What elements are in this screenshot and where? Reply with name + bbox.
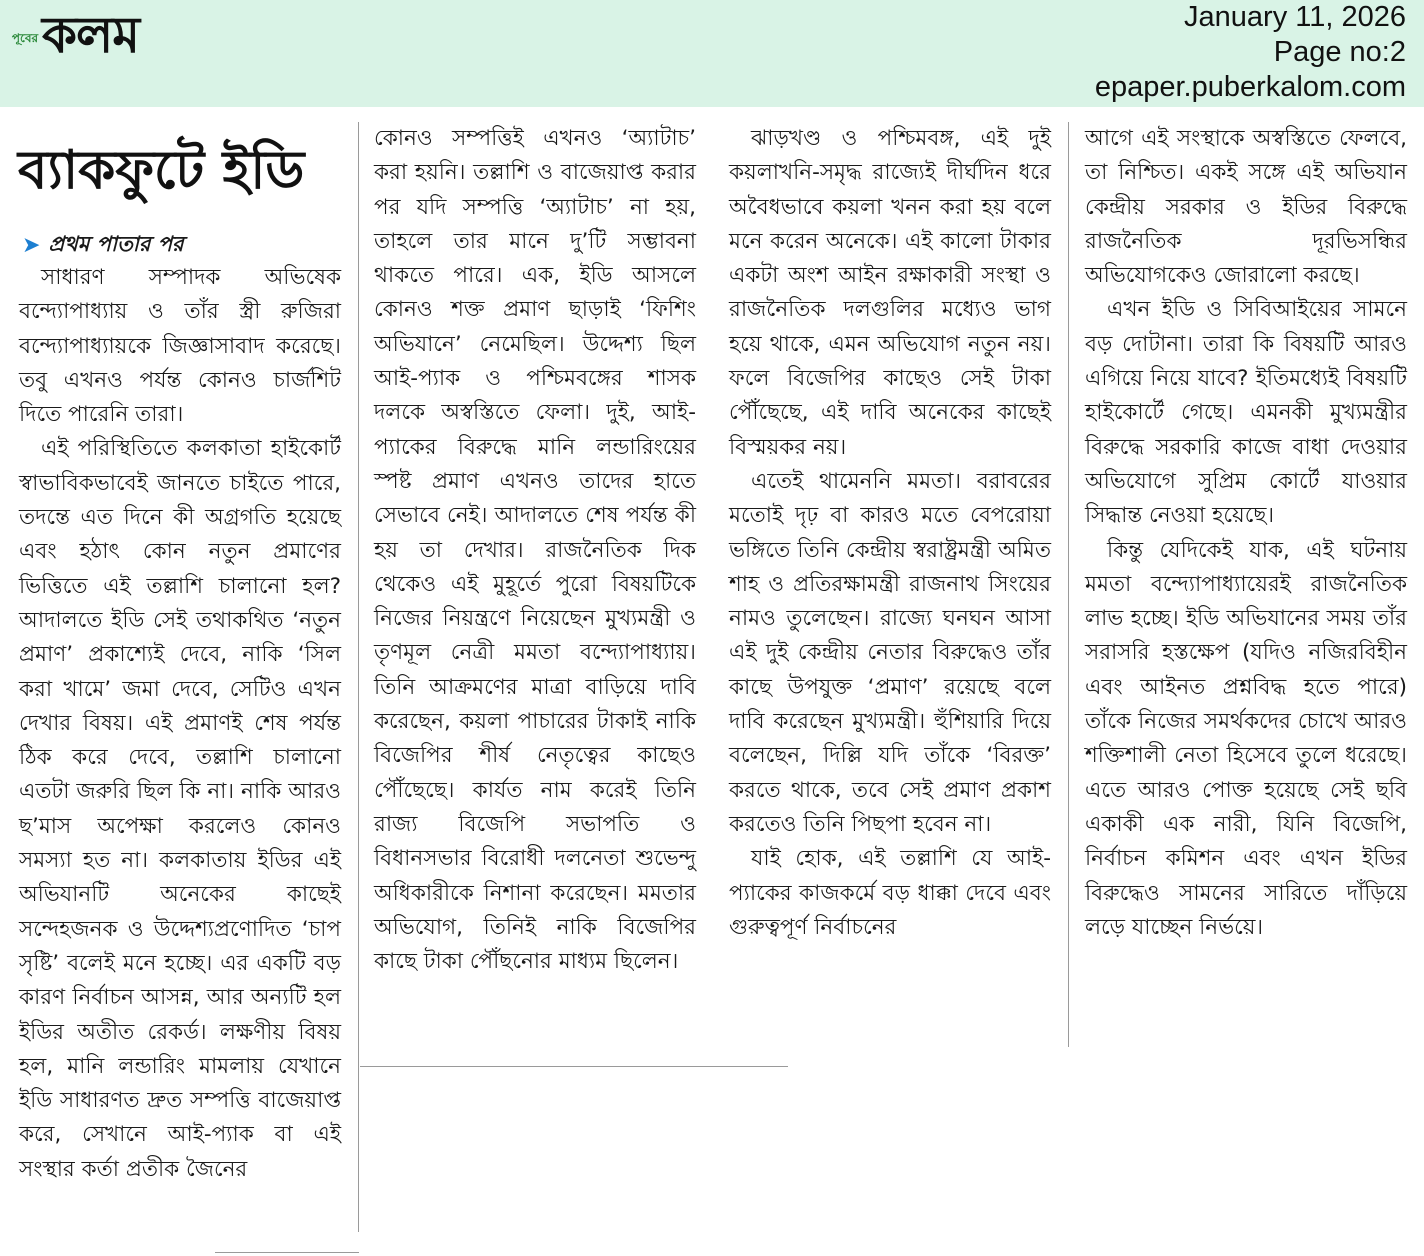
article-column-4 <box>1085 122 1407 945</box>
section-divider <box>360 1066 788 1067</box>
article-column-2 <box>374 122 696 979</box>
paragraph: সাধারণ সম্পাদক অভিষেক বন্দ্যোপাধ্যায় ও তাঁর স্ত্রী রুজিরা বন্দ্যোপাধ্যায়কে জিজ্ঞাসাবাদ করেছে। তবু এখনও পর্যন্ত কোনও চার্জশিট দিতে পারেনি তারা। <box>19 265 341 428</box>
paragraph: কিন্তু যেদিকেই যাক, এই ঘটনায় মমতা বন্দ্যোপাধ্যায়েরই রাজনৈতিক লাভ হচ্ছে। ইডি অভিযানের সময় তাঁর সরাসরি হস্তক্ষেপ (যদিও নজিরবিহীন এবং আইনত প্রশ্নবিদ্ধ হতে পারে) তাঁকে নিজের সমর্থকদের চোখে আরও শক্তিশালী নেতা হিসেবে তুলে ধরেছে। এতে আরও পোক্ত হয়েছে সেই ছবি একাকী এক নারী, যিনি বিজেপি, নির্বাচন কমিশন এবং এখন ইডির বিরুদ্ধেও সামনের সারিতে দাঁড়িয়ে লড়ে যাচ্ছেন নির্ভয়ে। <box>1085 537 1407 940</box>
article-headline: ব্যাকফুটে ইডি <box>18 140 305 201</box>
arrow-icon: ➤ <box>22 233 41 258</box>
paragraph: এতেই থামেননি মমতা। বরাবরের মতোই দৃঢ় বা কারও মতে বেপরোয়া ভঙ্গিতে তিনি কেন্দ্রীয় স্বরাষ্ট্রমন্ত্রী অমিত শাহ ও প্রতিরক্ষামন্ত্রী রাজনাথ সিংয়ের নামও তুলেছেন। রাজ্যে ঘনঘন আসা এই দুই কেন্দ্রীয় নেতার বিরুদ্ধেও তাঁর কাছে উপযুক্ত ‘প্রমাণ’ রয়েছে বলে দাবি করেছেন মুখ্যমন্ত্রী। হুঁশিয়ারি দিয়ে বলেছেন, দিল্লি যদি তাঁকে ‘বিরক্ত’ করতে থাকে, তবে সেই প্রমাণ প্রকাশ করতেও তিনি পিছপা হবেন না। <box>729 468 1051 837</box>
continued-label: ➤ প্রথম পাতার পর <box>22 232 184 258</box>
article-column-1 <box>19 261 341 1187</box>
paragraph: এখন ইডি ও সিবিআইয়ের সামনে বড় দোটানা। তারা কি বিষয়টি আরও এগিয়ে নিয়ে যাবে? ইতিমধ্যেই বিষয়টি হাইকোর্টে গেছে। এমনকী মুখ্যমন্ত্রীর বিরুদ্ধে সরকারি কাজে বাধা দেওয়ার অভিযোগে সুপ্রিম কোর্টে যাওয়ার সিদ্ধান্ত নেওয়া হয়েছে। <box>1085 297 1407 529</box>
article-column-3 <box>729 122 1051 945</box>
paragraph: ঝাড়খণ্ড ও পশ্চিমবঙ্গ, এই দুই কয়লাখনি-সমৃদ্ধ রাজ্যেই দীর্ঘদিন ধরে অবৈধভাবে কয়লা খনন করা হয় বলে মনে করেন অনেকে। এই কালো টাকার একটা অংশ আইন রক্ষাকারী সংস্থা ও রাজনৈতিক দলগুলির মধ্যেও ভাগ হয়ে থাকে, এমন অভিযোগ নতুন নয়। ফলে বিজেপির কাছেও সেই টাকা পৌঁছেছে, এই দাবি অনেকের কাছেই বিস্ময়কর নয়। <box>729 126 1051 460</box>
section-divider <box>215 1252 359 1253</box>
paragraph: আগে এই সংস্থাকে অস্বস্তিতে ফেলবে, তা নিশ্চিত। একই সঙ্গে এই অভিযান কেন্দ্রীয় সরকার ও ইডির বিরুদ্ধে রাজনৈতিক দূরভিসন্ধির অভিযোগকেও জোরালো করছে। <box>1085 126 1407 289</box>
logo-small-text: পূবের <box>11 30 39 45</box>
edition-info <box>1095 0 1406 105</box>
column-divider <box>1068 122 1069 1047</box>
paragraph: কোনও সম্পত্তিই এখনও ‘অ্যাটাচ’ করা হয়নি। তল্লাশি ও বাজেয়াপ্ত করার পর যদি সম্পত্তি ‘অ্যাটাচ’ না হয়, তাহলে তার মানে দু’টি সম্ভাবনা থাকতে পারে। এক, ইডি আসলে কোনও শক্ত প্রমাণ ছাড়াই ‘ফিশিং অভিযানে’ নেমেছিল। উদ্দেশ্য ছিল আই-প্যাক ও পশ্চিমবঙ্গের শাসক দলকে অস্বস্তিতে ফেলা। দুই, আই-প্যাকের বিরুদ্ধে মানি লন্ডারিংয়ের স্পষ্ট প্রমাণ এখনও তাদের হাতে সেভাবে নেই। আদালতে শেষ পর্যন্ত কী হয় তা দেখার। রাজনৈতিক দিক থেকেও এই মুহূর্তে পুরো বিষয়টিকে নিজের নিয়ন্ত্রণে নিয়েছেন মুখ্যমন্ত্রী ও তৃণমূল নেত্রী মমতা বন্দ্যোপাধ্যায়। তিনি আক্রমণের মাত্রা বাড়িয়ে দাবি করেছেন, কয়লা পাচারের টাকাই নাকি বিজেপির শীর্ষ নেতৃত্বের কাছেও পৌঁছেছে। কার্যত নাম করেই তিনি রাজ্য বিজেপি সভাপতি ও বিধানসভার বিরোধী দলনেতা শুভেন্দু অধিকারীকে নিশানা করেছেন। মমতার অভিযোগ, তিনিই নাকি বিজেপির কাছে টাকা পৌঁছনোর মাধ্যম ছিলেন। <box>374 126 696 975</box>
newspaper-logo <box>11 6 140 64</box>
edition-date: January 11, 2026 <box>1184 1 1406 33</box>
page-number: Page no:2 <box>1273 36 1406 68</box>
paragraph: যাই হোক, এই তল্লাশি যে আই-প্যাকের কাজকর্মে বড় ধাক্কা দেবে এবং গুরুত্বপূর্ণ নির্বাচনের <box>729 846 1051 940</box>
paragraph: এই পরিস্থিতিতে কলকাতা হাইকোর্ট স্বাভাবিকভাবেই জানতে চাইতে পারে, তদন্তে এত দিনে কী অগ্রগতি হয়েছে এবং হঠাৎ কোন নতুন প্রমাণের ভিত্তিতে এই তল্লাশি চালানো হল? আদালতে ইডি সেই তথাকথিত ‘নতুন প্রমাণ’ প্রকাশ্যেই দেবে, নাকি ‘সিল করা খামে’ জমা দেবে, সেটিও এখন দেখার বিষয়। এই প্রমাণই শেষ পর্যন্ত ঠিক করে দেবে, তল্লাশি চালানো এতটা জরুরি ছিল কি না। নাকি আরও ছ’মাস অপেক্ষা করলেও কোনও সমস্যা হত না। কলকাতায় ইডির এই অভিযানটি অনেকের কাছেই সন্দেহজনক ও উদ্দেশ্যপ্রণোদিত ‘চাপ সৃষ্টি’ বলেই মনে হচ্ছে। এর একটি বড় কারণ নির্বাচন আসন্ন, আর অন্যটি হল ইডির অতীত রেকর্ড। লক্ষণীয় বিষয় হল, মানি লন্ডারিং মামলায় যেখানে ইডি সাধারণত দ্রুত সম্পত্তি বাজেয়াপ্ত করে, সেখানে আই-প্যাক বা এই সংস্থার কর্তা প্রতীক জৈনের <box>19 436 341 1182</box>
column-divider <box>358 122 359 1232</box>
site-url[interactable]: epaper.puberkalom.com <box>1094 71 1406 103</box>
logo-main-text: কলম <box>42 6 140 64</box>
masthead <box>0 0 1424 107</box>
